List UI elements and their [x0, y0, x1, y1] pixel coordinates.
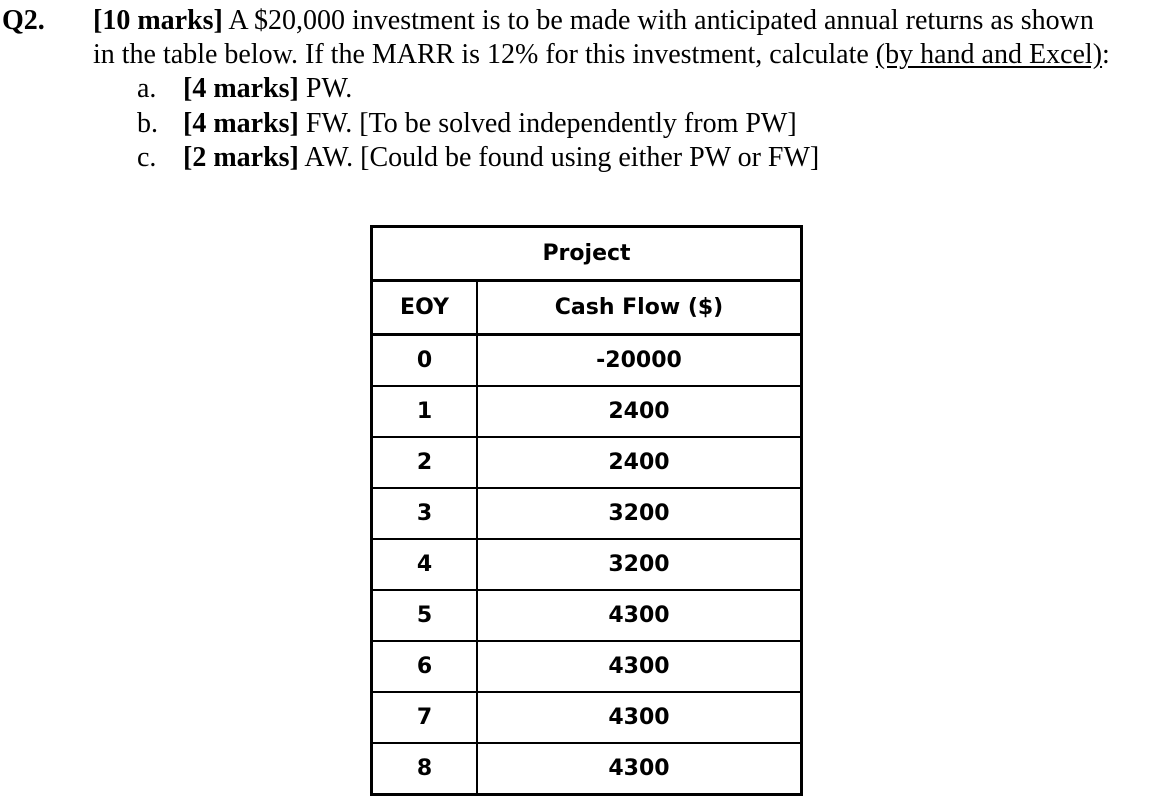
column-header-eoy: EOY: [372, 281, 478, 335]
eoy-cell: 5: [372, 590, 478, 641]
sub-question-letter: a.: [137, 73, 157, 104]
table-row: [372, 437, 802, 488]
question-line-1: [93, 4, 1173, 38]
table-row: [372, 590, 802, 641]
eoy-cell: 1: [372, 386, 478, 437]
sub-question-c: [137, 141, 819, 176]
question-text-end: :: [1102, 39, 1110, 70]
table-row: [372, 539, 802, 590]
eoy-cell: 8: [372, 743, 478, 795]
question-number: Q2.: [2, 5, 45, 36]
table-title-row: [372, 227, 802, 281]
column-header-cash-flow: Cash Flow ($): [477, 281, 802, 335]
question-text-part2: in the table below. If the MARR is 12% for this investment, calculate: [93, 39, 876, 70]
table-row: [372, 641, 802, 692]
table-row: [372, 386, 802, 437]
question-line-2: [93, 38, 1173, 72]
sub-question-a: [137, 72, 819, 107]
cash-flow-cell: 4300: [477, 692, 802, 743]
eoy-cell: 4: [372, 539, 478, 590]
cash-flow-cell: 3200: [477, 539, 802, 590]
table-header-row: [372, 281, 802, 335]
sub-question-letter: b.: [137, 107, 158, 139]
eoy-cell: 0: [372, 335, 478, 387]
question-text-part1: A $20,000 investment is to be made with anticipated annual returns as shown: [222, 5, 1094, 36]
sub-question-b: [137, 107, 819, 142]
table-row: [372, 692, 802, 743]
cash-flow-cell: 2400: [477, 386, 802, 437]
sub-question-marks: [2 marks]: [183, 142, 299, 173]
eoy-cell: 2: [372, 437, 478, 488]
table-row: [372, 488, 802, 539]
sub-question-list: [137, 72, 819, 176]
sub-question-text: AW. [Could be found using either PW or FW]: [298, 142, 820, 173]
eoy-cell: 3: [372, 488, 478, 539]
eoy-cell: 6: [372, 641, 478, 692]
cash-flow-cell: 2400: [477, 437, 802, 488]
sub-question-text: FW. [To be solved independently from PW]: [298, 107, 797, 139]
sub-question-marks: [4 marks]: [183, 73, 299, 104]
table-row: [372, 743, 802, 795]
eoy-cell: 7: [372, 692, 478, 743]
question-method: (by hand and Excel): [875, 39, 1103, 70]
question-stem: [93, 4, 1173, 72]
cash-flow-cell: 4300: [477, 743, 802, 795]
cash-flow-cell: 4300: [477, 590, 802, 641]
sub-question-text: PW.: [298, 73, 353, 104]
cash-flow-cell: -20000: [477, 335, 802, 387]
table-row: [372, 335, 802, 387]
sub-question-marks: [4 marks]: [183, 107, 299, 139]
table-title: Project: [372, 227, 802, 281]
sub-question-letter: c.: [137, 142, 157, 173]
cash-flow-cell: 3200: [477, 488, 802, 539]
cash-flow-cell: 4300: [477, 641, 802, 692]
cash-flow-table: [370, 225, 803, 796]
question-marks: [10 marks]: [93, 5, 223, 36]
